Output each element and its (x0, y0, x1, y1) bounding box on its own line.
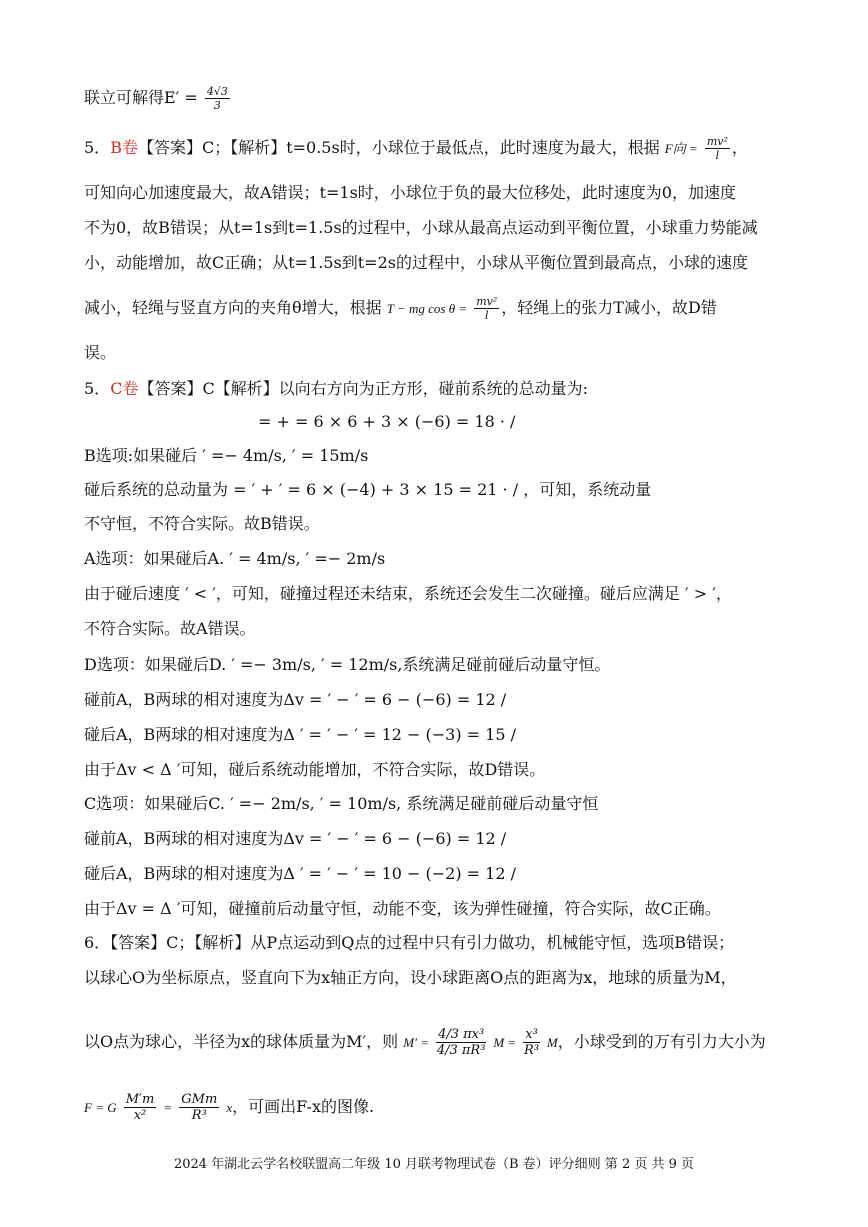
paragraph-line: 碰前A，B两球的相对速度为Δv = ′ − ′ = 6 − (−6) = 12 / (84, 829, 507, 848)
formula: T − mg cos θ = (386, 301, 468, 316)
paragraph-line: 不守恒，不符合实际。故B错误。 (84, 514, 320, 533)
paragraph-line: 碰后系统的总动量为 = ′ + ′ = 6 × (−4) + 3 × 15 = 21 · / ，可知，系统动量 (84, 480, 652, 499)
paragraph-line: 小，动能增加，故C正确；从t=1.5s到t=2s的过程中，小球从平衡位置到最高点，小球的速度 (84, 253, 748, 272)
formula: M (546, 1035, 558, 1050)
fraction (705, 136, 730, 161)
denominator: l (715, 149, 720, 162)
fraction (205, 86, 230, 111)
text: 【答案】C【解析】以向右方向为正方形，碰前系统的总动量为: (138, 379, 589, 398)
text: ，轻绳上的张力T减小，故D错 (501, 298, 717, 317)
denominator: x² (133, 1108, 147, 1123)
text: 联立可解得E′ = (84, 88, 198, 107)
text: ，可画出F-x的图像. (232, 1097, 375, 1116)
paragraph-line: 碰后A，B两球的相对速度为Δ ′ = ′ − ′ = 12 − (−3) = 15 / (84, 725, 517, 744)
text: 【答案】C；【解析】t=0.5s时，小球位于最低点，此时速度为最大，根据 (137, 138, 660, 157)
formula: x (226, 1100, 233, 1115)
paragraph-line: 不为0，故B错误；从t=1s到t=1.5s的过程中，小球从最高点运动到平衡位置，小球重力势能减 (84, 218, 758, 237)
paragraph-line: 误。 (84, 343, 117, 362)
question-number: 5． (84, 138, 111, 157)
paragraph-line: 碰后A，B两球的相对速度为Δ ′ = ′ − ′ = 10 − (−2) = 12 / (84, 864, 517, 883)
equation-line (84, 86, 232, 111)
formula: M = (493, 1035, 517, 1050)
paragraph-line: 由于碰后速度 ′ < ′，可知，碰撞过程还未结束，系统还会发生二次碰撞。碰后应满足 ′ > ′， (84, 584, 732, 603)
text: ， (731, 138, 748, 157)
paragraph-line: 可知向心加速度最大，故A错误；t=1s时，小球位于负的最大位移处，此时速度为0，加速度 (84, 183, 736, 202)
paragraph-line (84, 1028, 766, 1057)
denominator: 4/3 πR³ (436, 1043, 486, 1058)
version-tag: B卷 (110, 138, 138, 157)
numerator: GMm (181, 1092, 218, 1107)
text: 减小，轻绳与竖直方向的夹角θ增大，根据 (84, 298, 382, 317)
paragraph-line: 不符合实际。故A错误。 (84, 619, 256, 638)
fraction (436, 1028, 486, 1057)
denominator: R³ (524, 1043, 540, 1058)
paragraph-line: 碰前A，B两球的相对速度为Δv = ′ − ′ = 6 − (−6) = 12 / (84, 690, 507, 709)
text: 以O点为球心，半径为x的球体质量为M′，则 (84, 1032, 399, 1051)
denominator: 3 (213, 99, 221, 112)
paragraph-line: B选项:如果碰后 ′ =− 4m/s, ′ = 15m/s (84, 446, 369, 465)
paragraph-line: C选项：如果碰后C. ′ =− 2m/s, ′ = 10m/s, 系统满足碰前碰后动量守恒 (84, 794, 599, 813)
paragraph-line: 以球心O为坐标原点，竖直向下为x轴正方向，设小球距离O点的距离为x，地球的质量为M， (84, 968, 737, 987)
numerator: mv² (706, 135, 728, 148)
paragraph-line: 由于Δv = Δ ′可知，碰撞前后动量守恒，动能不变，该为弹性碰撞，符合实际，故C正确。 (84, 899, 721, 918)
fraction (124, 1093, 157, 1122)
formula: = (163, 1100, 173, 1115)
paragraph-line (84, 1093, 374, 1122)
fraction (523, 1028, 540, 1057)
page-footer: 2024 年湖北云学名校联盟高二年级 10 月联考物理试卷（B 卷）评分细则 第 2 页 共 9 页 (173, 1157, 695, 1172)
paragraph-line (84, 296, 717, 321)
formula: M′ = (403, 1035, 429, 1050)
paragraph-line (84, 378, 588, 400)
version-tag: C卷 (110, 379, 139, 398)
denominator: R³ (191, 1108, 207, 1123)
numerator: 4/3 πx³ (438, 1027, 485, 1042)
fraction (179, 1093, 219, 1122)
numerator: 4√3 (206, 85, 228, 98)
numerator: M′m (125, 1092, 155, 1107)
text: ，小球受到的万有引力大小为 (557, 1032, 766, 1051)
numerator: mv² (476, 295, 498, 308)
numerator: x³ (525, 1027, 538, 1042)
paragraph-line: D选项：如果碰后D. ′ =− 3m/s, ′ = 12m/s,系统满足碰前碰后动量守恒。 (84, 655, 611, 674)
fraction (474, 296, 499, 321)
denominator: l (485, 309, 489, 322)
paragraph-line: 由于Δv < Δ ′可知，碰后系统动能增加，不符合实际，故D错误。 (84, 760, 546, 779)
formula: F向 = (664, 141, 698, 156)
paragraph-line: A选项：如果碰后A. ′ = 4m/s, ′ =− 2m/s (84, 549, 386, 568)
formula: F = G (84, 1100, 117, 1115)
question-number: 5． (84, 379, 111, 398)
equation-line: = + = 6 × 6 + 3 × (−6) = 18 · / (258, 412, 516, 431)
paragraph-line (84, 136, 748, 161)
paragraph-line: 6．【答案】C；【解析】从P点运动到Q点的过程中只有引力做功，机械能守恒，选项B错误； (84, 933, 735, 952)
